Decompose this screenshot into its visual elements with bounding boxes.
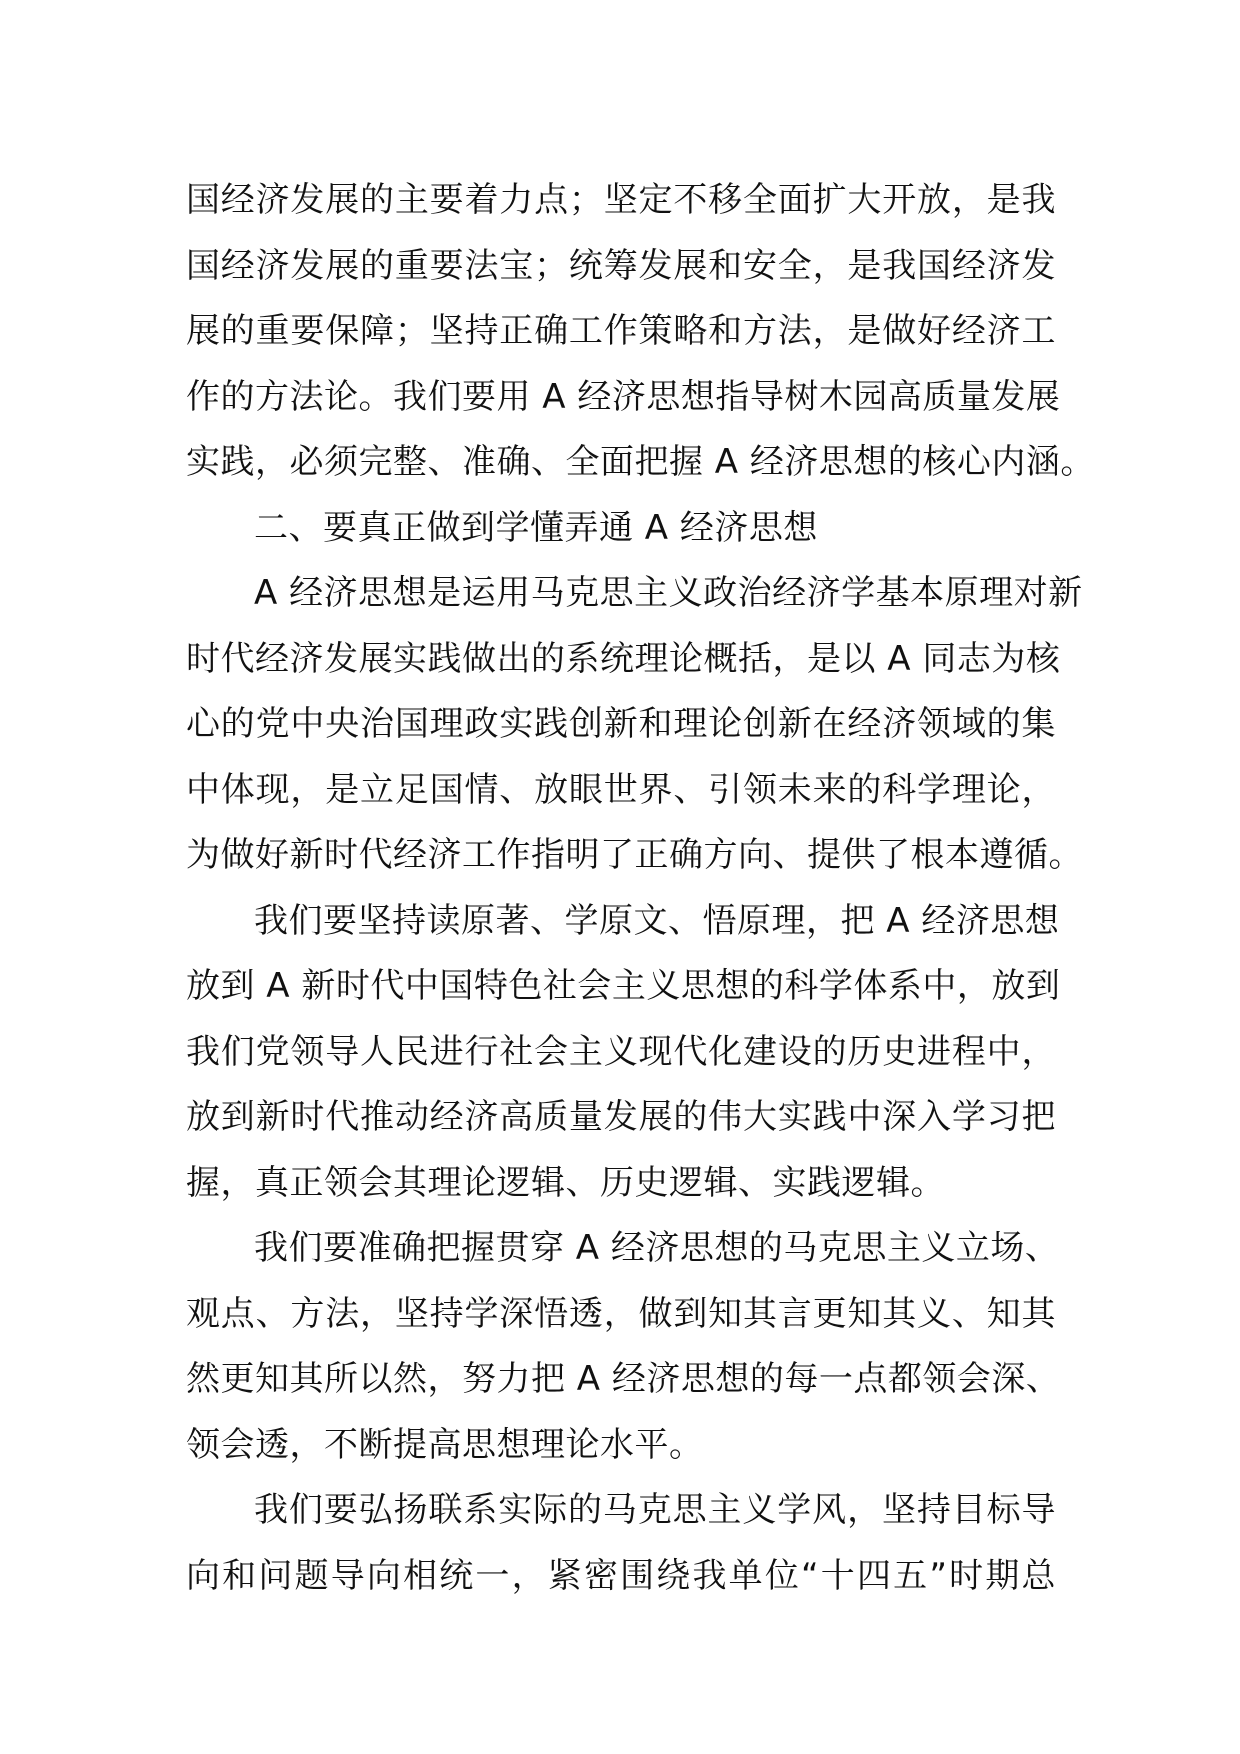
- text-line: 放到新时代推动经济高质量发展的伟大实践中深入学习把: [186, 1097, 1056, 1137]
- text-line: A 经济思想是运用马克思主义政治经济学基本原理对新: [254, 573, 1083, 613]
- document-body: [186, 168, 1095, 1609]
- text-line: 我们要弘扬联系实际的马克思主义学风，坚持目标导: [254, 1490, 1056, 1530]
- text-line: 作的方法论。我们要用 A 经济思想指导树木园高质量发展: [186, 376, 1061, 417]
- text-line: 领会透，不断提高思想理论水平。: [186, 1424, 704, 1465]
- text-line: 时代经济发展实践做出的系统理论概括，是以 A 同志为核: [186, 638, 1061, 679]
- text-line: 观点、方法，坚持学深悟透，做到知其言更知其义、知其: [186, 1293, 1056, 1334]
- text-line: 实践，必须完整、准确、全面把握 A 经济思想的核心内涵。: [186, 442, 1095, 482]
- text-line: 放到 A 新时代中国特色社会主义思想的科学体系中，放到: [186, 966, 1061, 1006]
- text-line: 中体现，是立足国情、放眼世界、引领未来的科学理论，: [186, 769, 1056, 810]
- text-line: 心的党中央治国理政实践创新和理论创新在经济领域的集: [186, 704, 1056, 744]
- text-line: 为做好新时代经济工作指明了正确方向、提供了根本遵循。: [186, 835, 1083, 875]
- text-line: 握，真正领会其理论逻辑、历史逻辑、实践逻辑。: [186, 1162, 945, 1203]
- text-line: 我们要准确把握贯穿 A 经济思想的马克思主义立场、: [254, 1228, 1060, 1268]
- text-line: 然更知其所以然，努力把 A 经济思想的每一点都领会深、: [186, 1359, 1061, 1399]
- text-line: 向和问题导向相统一，紧密围绕我单位“十四五”时期总: [186, 1555, 1056, 1596]
- text-line: 国经济发展的主要着力点；坚定不移全面扩大开放，是我: [186, 180, 1056, 220]
- text-line: 我们要坚持读原著、学原文、悟原理，把 A 经济思想: [254, 900, 1060, 941]
- text-line: 展的重要保障；坚持正确工作策略和方法，是做好经济工: [186, 311, 1056, 351]
- text-line: 二、要真正做到学懂弄通 A 经济思想: [254, 507, 818, 548]
- text-line: 我们党领导人民进行社会主义现代化建设的历史进程中，: [186, 1031, 1056, 1072]
- text-line: 国经济发展的重要法宝；统筹发展和安全，是我国经济发: [186, 245, 1056, 286]
